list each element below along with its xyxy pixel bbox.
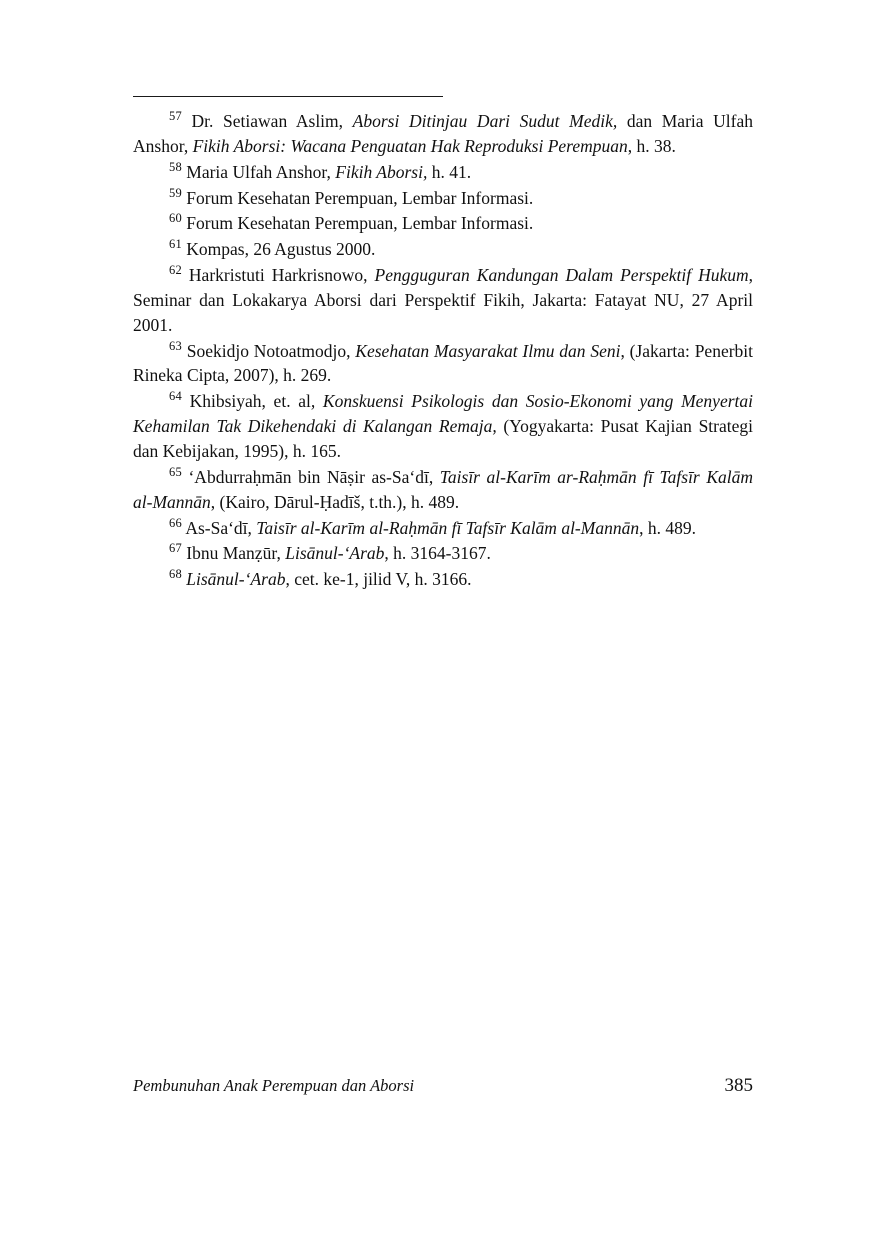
footnote-title-italic: Lisānul-‘Arab bbox=[186, 569, 286, 590]
footnote-number: 66 bbox=[169, 515, 182, 530]
footnote-text: , (Jakarta: Penerbit Rineka Cipta, 2007), h. 269. bbox=[133, 340, 754, 386]
footnote-entry bbox=[133, 465, 753, 515]
footnote-separator-rule bbox=[133, 96, 443, 97]
footnote-text: ‘Abdurraḥmān bin Nāṣir as-Sa‘dī, bbox=[188, 466, 440, 487]
footnote-number: 60 bbox=[169, 211, 182, 226]
footnote-number: 64 bbox=[169, 389, 182, 404]
footnote-area bbox=[133, 96, 753, 593]
footnote-number: 63 bbox=[169, 338, 182, 353]
footnote-number: 65 bbox=[169, 464, 182, 479]
footnote-text: , h. 489. bbox=[639, 517, 696, 538]
footnote-number: 57 bbox=[169, 109, 182, 124]
footnote-title-italic: Taisīr al-Karīm al-Raḥmān fī Tafsīr Kalām al-Mannān bbox=[256, 517, 640, 538]
footnote-entry bbox=[133, 516, 753, 541]
footnote-entry bbox=[133, 541, 753, 566]
footnote-text: Ibnu Manẓūr, bbox=[186, 543, 286, 564]
footnote-text: Kompas, 26 Agustus 2000. bbox=[186, 239, 376, 260]
footnote-title-italic: Taisīr al-Karīm ar-Raḥmān fī Tafsīr Kalām al-Mannān bbox=[133, 466, 753, 512]
footnote-title-italic: Kesehatan Masyarakat Ilmu dan Seni bbox=[355, 340, 621, 361]
footnote-title-italic: , Konskuensi Psikologis dan Sosio-Ekonomi yang Menyertai Kehamilan Tak Dikehendaki di Kalangan Remaja, bbox=[133, 391, 754, 437]
footnote-list bbox=[133, 109, 753, 592]
footnote-title-italic: Aborsi Ditinjau Dari Sudut Medik, bbox=[352, 111, 618, 131]
page-footer bbox=[133, 1075, 753, 1097]
footnote-text: h. 41. bbox=[427, 161, 472, 182]
running-title: Pembunuhan Anak Perempuan dan Aborsi bbox=[133, 1076, 415, 1095]
footnote-text: Maria Ulfah Anshor, bbox=[186, 161, 336, 182]
footnote-text: , h. 3164-3167. bbox=[384, 543, 491, 564]
footnote-entry bbox=[133, 237, 753, 262]
footnote-text: , h. 38. bbox=[627, 135, 676, 156]
footnote-entry bbox=[133, 389, 753, 464]
footnote-entry bbox=[133, 263, 753, 338]
footnote-number: 67 bbox=[169, 541, 182, 556]
page-number: 385 bbox=[724, 1075, 753, 1096]
footnote-number: 61 bbox=[169, 237, 182, 252]
footnote-number: 62 bbox=[169, 263, 182, 278]
footnote-number: 58 bbox=[169, 159, 182, 174]
footnote-text: Forum Kesehatan Perempuan, Lembar Informasi. bbox=[186, 213, 534, 234]
footnote-title-italic: Pengguguran Kandungan Dalam Perspektif Hukum bbox=[374, 265, 749, 286]
footnote-text: , cet. ke-1, jilid V, h. 3166. bbox=[285, 569, 472, 590]
footnote-text: Harkristuti Harkrisnowo, bbox=[188, 265, 375, 286]
footnote-text: Soekidjo Notoatmodjo, bbox=[186, 340, 356, 361]
footnote-entry bbox=[133, 339, 753, 389]
footnote-title-italic: Fikih Aborsi, bbox=[335, 161, 428, 182]
footnote-text: Khibsiyah, et. al bbox=[189, 391, 311, 412]
footnote-text: , Seminar dan Lokakarya Aborsi dari Perspektif Fikih, Jakarta: Fatayat NU, 27 April 2001. bbox=[133, 265, 753, 335]
footnote-text: Forum Kesehatan Perempuan, Lembar Informasi. bbox=[186, 187, 534, 208]
footnote-entry bbox=[133, 567, 753, 592]
footnote-text: dan Maria Ulfah Anshor, bbox=[133, 111, 754, 156]
footnote-title-italic: Lisānul-‘Arab bbox=[285, 543, 385, 564]
footnote-text: As-Sa‘dī, bbox=[185, 517, 257, 538]
footnote-entry bbox=[133, 186, 753, 211]
footnote-text: Dr. Setiawan Aslim, bbox=[191, 111, 353, 131]
footnote-entry bbox=[133, 160, 753, 185]
footnote-number: 68 bbox=[169, 567, 182, 582]
footnote-text: (Yogyakarta: Pusat Kajian Strategi dan Kebijakan, 1995), h. 165. bbox=[133, 416, 753, 461]
footnote-title-italic: Fikih Aborsi: Wacana Penguatan Hak Reproduksi Perempuan bbox=[192, 135, 628, 156]
footnote-entry bbox=[133, 109, 753, 159]
footnote-entry bbox=[133, 211, 753, 236]
footnote-number: 59 bbox=[169, 185, 182, 200]
footnote-text: , (Kairo, Dārul-Ḥadīš, t.th.), h. 489. bbox=[210, 491, 460, 512]
